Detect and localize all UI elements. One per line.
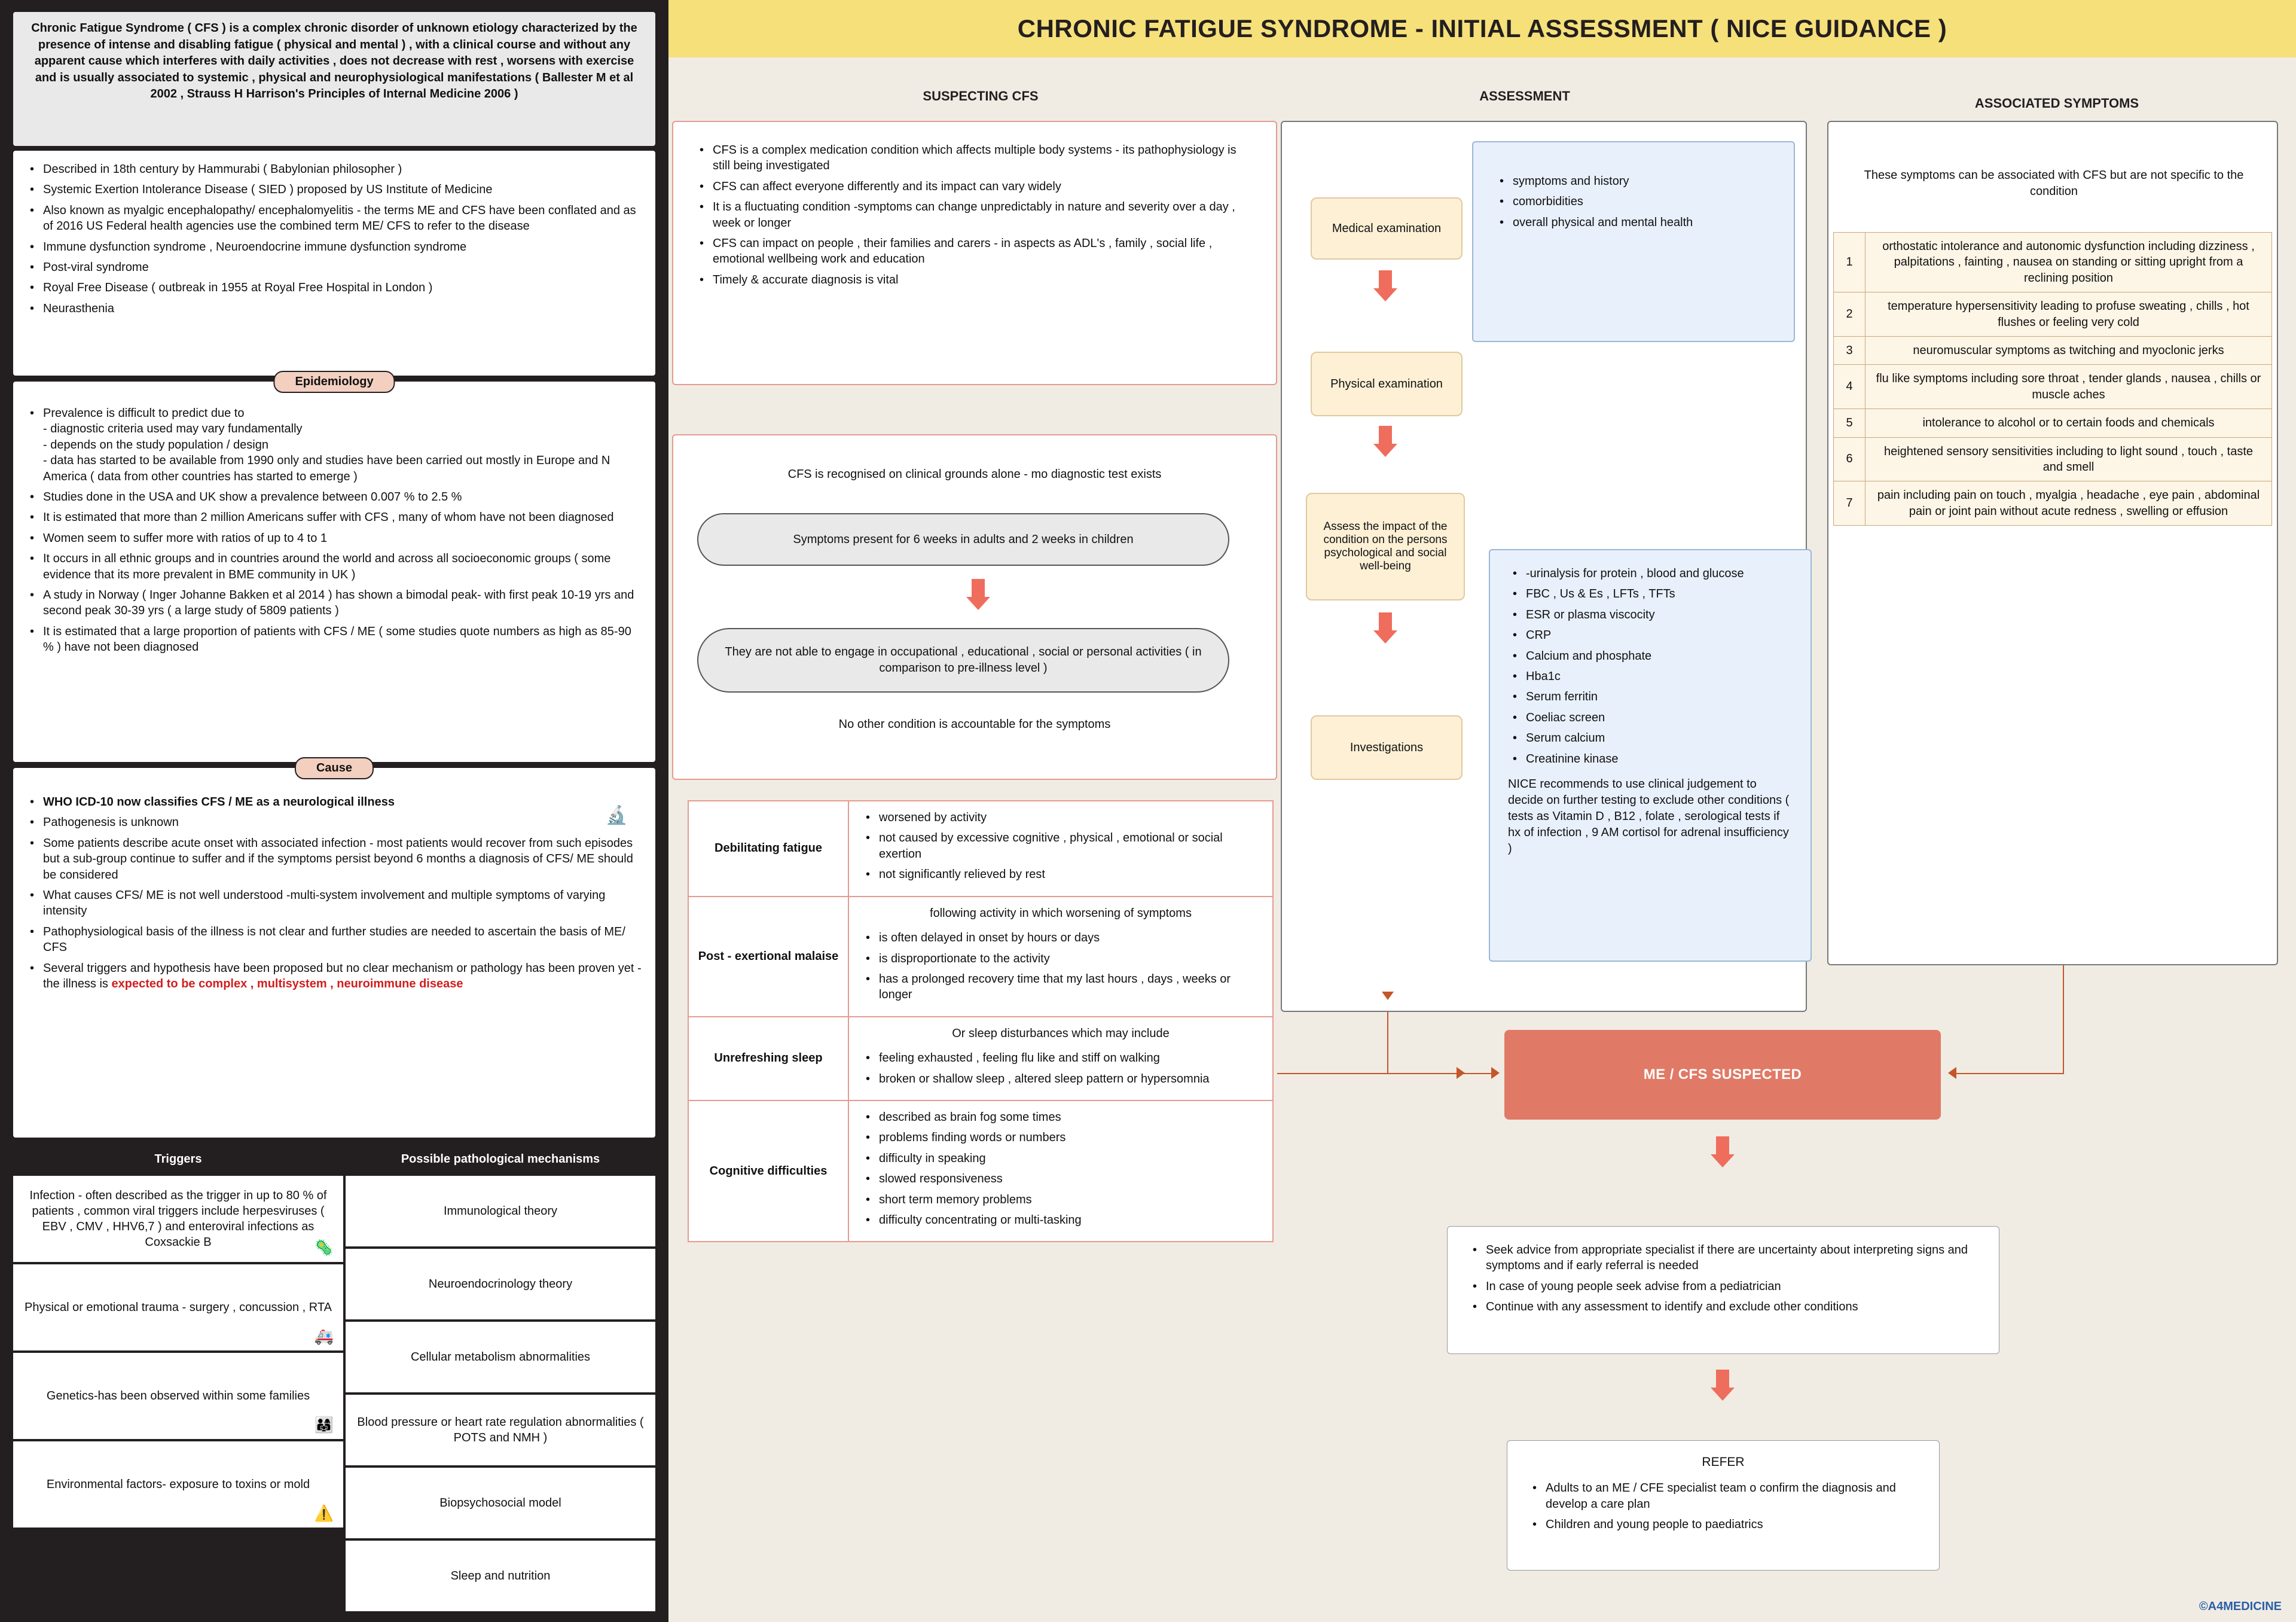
associated-symptoms-table: [1833, 232, 2272, 526]
suspecting-intro-item: • Timely & accurate diagnosis is vital: [710, 272, 1254, 288]
connector-assessment-arrowhead: [1491, 1067, 1500, 1079]
epidemiology-item: • Studies done in the USA and UK show a prevalence between 0.007 % to 2.5 %: [41, 489, 643, 505]
connector-symptoms-arrowhead: [1948, 1067, 1956, 1079]
criteria-bullet: • worsened by activity: [877, 810, 1260, 825]
cause-item: • Several triggers and hypothesis have been proposed but no clear mechanism or pathology has been proven yet - the illness is expected to be complex , multisystem , neuroimmune disease: [41, 961, 643, 992]
virus-icon: 🦠: [314, 1239, 334, 1257]
clinical-note: CFS is recognised on clinical grounds alone - mo diagnostic test exists: [787, 468, 1162, 481]
overview-item: • Post-viral syndrome: [41, 260, 643, 275]
cause-list: [25, 794, 643, 992]
symptom-number: 2: [1834, 292, 1866, 336]
table-row: [689, 1101, 1272, 1241]
trigger-cell: [12, 1352, 344, 1440]
left-column: [0, 0, 668, 1622]
test-item: • Creatinine kinase: [1523, 751, 1793, 767]
criteria-bullet: • difficulty concentrating or multi-tasking: [877, 1212, 1260, 1228]
mechanism-cell: Immunological theory: [344, 1175, 657, 1248]
criteria-key: Unrefreshing sleep: [689, 1017, 849, 1100]
epidemiology-panel: [12, 375, 657, 763]
trigger-text: Genetics-has been observed within some families: [46, 1389, 310, 1403]
mechanism-cell: Biopsychosocial model: [344, 1466, 657, 1539]
no-other-condition: No other condition is accountable for the symptoms: [838, 718, 1111, 731]
overview-list: [25, 161, 643, 316]
criteria-bullet: • not significantly relieved by rest: [877, 867, 1260, 882]
mechanism-cell: Cellular metabolism abnormalities: [344, 1321, 657, 1394]
criteria-value: [849, 1101, 1272, 1241]
overview-item: • Systemic Exertion Intolerance Disease ( SIED ) proposed by US Institute of Medicine: [41, 182, 643, 197]
refer-list: [1528, 1480, 1919, 1532]
history-item: • overall physical and mental health: [1510, 215, 1772, 230]
trigger-cell: [12, 1175, 344, 1263]
ambulance-icon: 🚑: [314, 1327, 334, 1346]
criteria-value: [849, 801, 1272, 896]
mechanism-cell: Neuroendocrinology theory: [344, 1248, 657, 1321]
connector-suspecting-arrowhead: [1457, 1067, 1465, 1079]
cause-item: • Pathogenesis is unknown: [41, 815, 643, 830]
test-item: • Serum ferritin: [1523, 689, 1793, 705]
cause-item: • Some patients describe acute onset with associated infection - most patients would recover from such episodes but a sub-group continue to suffer and if the symptoms persist beyond 6 months a diagnosis of CFS/ ME should be considered: [41, 836, 643, 883]
trigger-cell: [12, 1440, 344, 1529]
suspecting-intro-list: [695, 142, 1254, 288]
trigger-text: Environmental factors- exposure to toxins or mold: [46, 1478, 310, 1491]
connector-symptoms-vertical: [2063, 963, 2064, 1073]
mechanisms-col-header: Possible pathological mechanisms: [344, 1144, 657, 1175]
cause-label: Cause: [295, 757, 374, 779]
criteria-bullet: • short term memory problems: [877, 1192, 1260, 1208]
epidemiology-item: • It is estimated that a large proportion of patients with CFS / ME ( some studies quote numbers as high as 85-90 % ) have not been diagnosed: [41, 624, 643, 655]
suspecting-intro-item: • CFS can impact on people , their families and carers - in aspects as ADL's , family , social life , emotional wellbeing work and education: [710, 236, 1254, 267]
trigger-text: Infection - often described as the trigger in up to 80 % of patients , common viral triggers include herpesviruses ( EBV , CMV , HHV6,7 ) and enteroviral infections as Coxsackie B: [29, 1189, 327, 1249]
mechanism-cell: Sleep and nutrition: [344, 1539, 657, 1612]
credit-label: ©A4MEDICINE: [2199, 1600, 2282, 1613]
epidemiology-item: • Prevalence is difficult to predict due to - diagnostic criteria used may vary fundamentally - depends on the study population / design - data has started to be available from 1990 only and studies have been carried out mostly in Europe and N America ( data from other countries has started to emerge ): [41, 406, 643, 484]
symptom-number: 5: [1834, 409, 1866, 437]
symptom-text: neuromuscular symptoms as twitching and myoclonic jerks: [1913, 343, 2224, 357]
symptom-row: [1833, 409, 2272, 437]
criteria-bullet: • is often delayed in onset by hours or days: [877, 930, 1260, 946]
symptom-row: [1833, 438, 2272, 482]
trigger-text: Physical or emotional trauma - surgery , concussion , RTA: [25, 1301, 332, 1314]
history-list: [1495, 173, 1772, 230]
criteria-key: Debilitating fatigue: [689, 801, 849, 896]
symptom-row: [1833, 232, 2272, 292]
test-item: • Hba1c: [1523, 669, 1793, 684]
test-item: • -urinalysis for protein , blood and glucose: [1523, 566, 1793, 581]
triggers-col-header: Triggers: [12, 1144, 344, 1175]
test-item: • Coeliac screen: [1523, 710, 1793, 725]
triggers-table-header: [12, 1144, 657, 1175]
connector-assessment-vertical: [1387, 1012, 1388, 1073]
criterion-duration: Symptoms present for 6 weeks in adults and 2 weeks in children: [697, 513, 1229, 566]
criteria-value: Or sleep disturbances which may include • feeling exhausted , feeling flu like and stiff on walking • broken or shallow sleep , altered sleep pattern or hypersomnia: [849, 1017, 1272, 1100]
test-item: • Serum calcium: [1523, 730, 1793, 746]
suspecting-intro-item: • CFS can affect everyone differently and its impact can vary widely: [710, 179, 1254, 194]
advice-item: • Continue with any assessment to identify and exclude other conditions: [1483, 1299, 1979, 1315]
definition-box: Chronic Fatigue Syndrome ( CFS ) is a complex chronic disorder of unknown etiology characterized by the presence of intense and disabling fatigue ( physical and mental ) , with a clinical course and without any apparent cause which interferes with daily activities , does not decrease with rest , worsens with exercise and is usually associated to systemic , physical and neurophysiological manifestations ( Ballester M et al 2002 , Strauss H Harrison's Principles of Internal Medicine 2006 ): [12, 11, 657, 147]
cause-panel: [12, 761, 657, 1139]
column-header-associated: ASSOCIATED SYMPTOMS: [1974, 96, 2139, 111]
advice-item: • In case of young people seek advise from a pediatrician: [1483, 1279, 1979, 1294]
overview-item: • Immune dysfunction syndrome , Neuroendocrine immune dysfunction syndrome: [41, 239, 643, 255]
step-impact-assessment: Assess the impact of the condition on the persons psychological and social well-being: [1306, 493, 1465, 600]
criteria-bullet: • slowed responsiveness: [877, 1171, 1260, 1187]
symptom-row: [1833, 292, 2272, 337]
symptom-text: flu like symptoms including sore throat , tender glands , nausea , chills or muscle aches: [1876, 372, 2261, 401]
refer-box: [1507, 1440, 1940, 1571]
step-medical-examination: Medical examination: [1311, 197, 1463, 260]
criteria-key: Cognitive difficulties: [689, 1101, 849, 1241]
arrow-down-suspected: [1711, 1136, 1735, 1167]
symptom-row: [1833, 337, 2272, 365]
history-box: [1472, 141, 1795, 342]
mechanism-cell: Blood pressure or heart rate regulation abnormalities ( POTS and NMH ): [344, 1394, 657, 1466]
tests-note: NICE recommends to use clinical judgement to decide on further testing to exclude other conditions ( tests as Vitamin D , B12 , folate , serological tests if hx of infection , 9 AM cortisol for adrenal insufficiency ): [1508, 777, 1790, 855]
overview-item: • Neurasthenia: [41, 301, 643, 316]
arrow-down-1: [966, 579, 990, 610]
symptom-number: 6: [1834, 438, 1866, 481]
advice-box: [1447, 1226, 1999, 1354]
triggers-table: [12, 1144, 657, 1611]
column-header-assessment: ASSESSMENT: [1479, 89, 1570, 103]
history-item: • symptoms and history: [1510, 173, 1772, 189]
epidemiology-item: • It occurs in all ethnic groups and in countries around the world and across all socioeconomic groups ( some evidence that its more prevalent in BME community in UK ): [41, 551, 643, 583]
family-icon: 👨‍👩‍👧: [314, 1416, 334, 1434]
advice-item: • Seek advice from appropriate specialist if there are uncertainty about interpreting signs and symptoms and if early referral is needed: [1483, 1242, 1979, 1274]
me-cfs-suspected-badge: ME / CFS SUSPECTED: [1504, 1030, 1941, 1120]
cause-item: • What causes CFS/ ME is not well understood -multi-system involvement and multiple symptoms of varying intensity: [41, 888, 643, 919]
suspecting-intro-box: [672, 121, 1277, 385]
symptom-row: [1833, 365, 2272, 409]
symptom-criteria-table: [688, 800, 1274, 1242]
step-physical-examination: Physical examination: [1311, 352, 1463, 416]
mechanisms-column: [344, 1175, 657, 1612]
criteria-bullet: • broken or shallow sleep , altered sleep pattern or hypersomnia: [877, 1071, 1260, 1087]
criteria-value: following activity in which worsening of symptoms • is often delayed in onset by hours or days • is disproportionate to the activity • has a prolonged recovery time that my last hours , days , weeks or longer: [849, 897, 1272, 1016]
symptom-text: temperature hypersensitivity leading to profuse sweating , chills , hot flushes or feeling very cold: [1888, 300, 2249, 329]
criteria-bullet: • described as brain fog some times: [877, 1109, 1260, 1125]
overview-panel: [12, 150, 657, 377]
refer-item: • Adults to an ME / CFE specialist team o confirm the diagnosis and develop a care plan: [1543, 1480, 1919, 1512]
arrow-down-impact: [1373, 612, 1397, 644]
criteria-bullet: • has a prolonged recovery time that my last hours , days , weeks or longer: [877, 971, 1260, 1003]
symptom-text: heightened sensory sensitivities including to light sound , touch , taste and smell: [1883, 444, 2254, 474]
tests-box: [1489, 549, 1812, 962]
criterion-activity: They are not able to engage in occupational , educational , social or personal activities ( in comparison to pre-illness level ): [697, 628, 1229, 693]
trigger-cell: [12, 1263, 344, 1352]
clinical-grounds-box: [672, 434, 1277, 780]
connector-symptoms-horizontal: [1955, 1073, 2064, 1074]
history-item: • comorbidities: [1510, 194, 1772, 209]
symptom-text: intolerance to alcohol or to certain foods and chemicals: [1922, 416, 2215, 430]
test-item: • ESR or plasma viscocity: [1523, 607, 1793, 623]
advice-list: [1468, 1242, 1979, 1315]
refer-title: REFER: [1702, 1455, 1745, 1469]
arrow-down-advice: [1711, 1370, 1735, 1401]
connector-assessment-arrow: [1382, 992, 1394, 1000]
refer-item: • Children and young people to paediatrics: [1543, 1517, 1919, 1532]
suspecting-intro-item: • CFS is a complex medication condition which affects multiple body systems - its pathophysiology is still being investigated: [710, 142, 1254, 174]
epidemiology-item: • Women seem to suffer more with ratios of up to 4 to 1: [41, 530, 643, 546]
toxin-icon: ⚠️: [314, 1504, 334, 1523]
suspecting-intro-item: • It is a fluctuating condition -symptoms can change unpredictably in nature and severity over a day , week or longer: [710, 199, 1254, 231]
triggers-column: [12, 1175, 344, 1612]
overview-item: • Royal Free Disease ( outbreak in 1955 at Royal Free Hospital in London ): [41, 280, 643, 295]
symptom-text: pain including pain on touch , myalgia , headache , eye pain , abdominal pain or joint pain without acute redness , swelling or effusion: [1877, 489, 2260, 518]
symptom-text: orthostatic intolerance and autonomic dysfunction including dizziness , palpitations , fainting , nausea on standing or sitting upright from a reclining position: [1882, 240, 2255, 285]
page-title: CHRONIC FATIGUE SYNDROME - INITIAL ASSESSMENT ( NICE GUIDANCE ): [668, 0, 2296, 57]
test-item: • Calcium and phosphate: [1523, 648, 1793, 664]
cause-item: • Pathophysiological basis of the illness is not clear and further studies are needed to ascertain the basis of ME/ CFS: [41, 924, 643, 956]
symptom-row: [1833, 481, 2272, 526]
arrow-down-physical: [1373, 426, 1397, 457]
cause-item: • WHO ICD-10 now classifies CFS / ME as a neurological illness: [41, 794, 643, 810]
criteria-bullet: • is disproportionate to the activity: [877, 951, 1260, 967]
associated-intro: These symptoms can be associated with CFS but are not specific to the condition: [1864, 169, 2244, 198]
criteria-bullet: • difficulty in speaking: [877, 1151, 1260, 1166]
epidemiology-item: • It is estimated that more than 2 million Americans suffer with CFS , many of whom have not been diagnosed: [41, 510, 643, 525]
arrow-down-medical: [1373, 270, 1397, 301]
criteria-bullet: • feeling exhausted , feeling flu like and stiff on walking: [877, 1050, 1260, 1066]
criteria-key: Post - exertional malaise: [689, 897, 849, 1016]
idea-icon: 🔬: [605, 806, 628, 825]
symptom-number: 7: [1834, 481, 1866, 525]
criteria-bullet: • not caused by excessive cognitive , physical , emotional or social exertion: [877, 830, 1260, 862]
overview-item: • Described in 18th century by Hammurabi ( Babylonian philosopher ): [41, 161, 643, 177]
overview-item: • Also known as myalgic encephalopathy/ encephalomyelitis - the terms ME and CFS have been conflated and as of 2016 US Federal health agencies use the combined term ME/ CFS to refer to the disease: [41, 203, 643, 234]
tests-list: [1508, 566, 1793, 767]
symptom-number: 3: [1834, 337, 1866, 364]
epidemiology-item: • A study in Norway ( Inger Johanne Bakken et al 2014 ) has shown a bimodal peak- with first peak 10-19 yrs and second peak 30-39 yrs ( a large study of 5809 patients ): [41, 587, 643, 619]
epidemiology-label: Epidemiology: [273, 371, 395, 393]
table-row: [689, 801, 1272, 897]
symptom-number: 1: [1834, 233, 1866, 292]
symptom-number: 4: [1834, 365, 1866, 408]
test-item: • CRP: [1523, 627, 1793, 643]
test-item: • FBC , Us & Es , LFTs , TFTs: [1523, 586, 1793, 602]
table-row: [689, 897, 1272, 1017]
epidemiology-list: [25, 406, 643, 655]
column-header-suspecting: SUSPECTING CFS: [923, 89, 1039, 103]
table-row: [689, 1017, 1272, 1101]
step-investigations: Investigations: [1311, 715, 1463, 780]
criteria-bullet: • problems finding words or numbers: [877, 1130, 1260, 1145]
